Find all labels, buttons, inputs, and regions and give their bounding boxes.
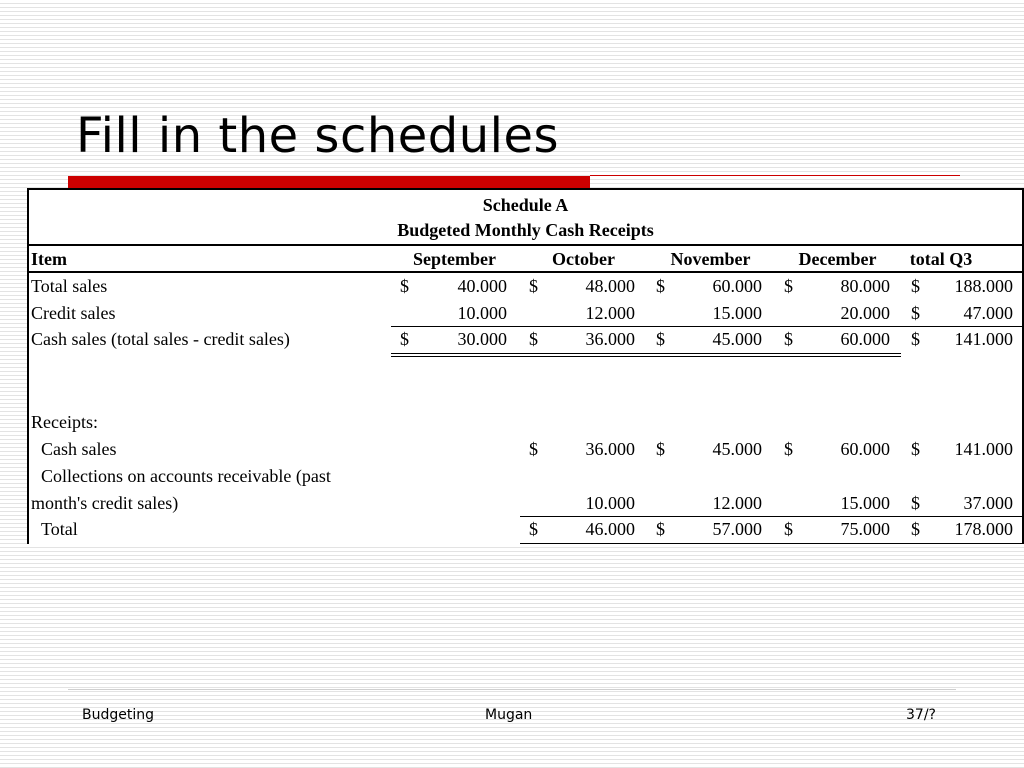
currency-symbol: $: [656, 276, 665, 296]
row-label-continued: month's credit sales): [31, 493, 179, 513]
currency-symbol: $: [529, 276, 538, 296]
cell-total-q3: 141.000: [954, 439, 1013, 459]
currency-symbol: $: [400, 276, 409, 296]
schedule-subtitle: Budgeted Monthly Cash Receipts: [397, 220, 654, 240]
schedule-table: [27, 188, 1024, 544]
cell-december: 60.000: [840, 439, 890, 459]
currency-symbol: $: [656, 439, 665, 459]
cell-september: 40.000: [457, 276, 507, 296]
cell-november: 12.000: [712, 493, 762, 513]
currency-symbol: $: [529, 519, 538, 539]
cell-september: 10.000: [457, 303, 507, 323]
cell-total-q3: 141.000: [954, 329, 1013, 349]
cell-december: 75.000: [840, 519, 890, 539]
cell-october: 46.000: [585, 519, 635, 539]
double-underline-bottom: [391, 356, 901, 357]
currency-symbol: $: [529, 329, 538, 349]
row-label: Cash sales: [41, 439, 117, 459]
currency-symbol: $: [784, 439, 793, 459]
col-header-item: Item: [31, 249, 67, 269]
cell-november: 15.000: [712, 303, 762, 323]
cell-total-q3: 178.000: [954, 519, 1013, 539]
col-header-november: November: [670, 249, 751, 269]
cell-november: 45.000: [712, 439, 762, 459]
currency-symbol: $: [911, 519, 920, 539]
currency-symbol: $: [911, 439, 920, 459]
cell-total-q3: 37.000: [963, 493, 1013, 513]
cell-october: 36.000: [585, 439, 635, 459]
footer-left: Budgeting: [82, 707, 155, 723]
page-number: 37/?: [906, 707, 936, 723]
cell-december: 15.000: [840, 493, 890, 513]
currency-symbol: $: [911, 303, 920, 323]
row-label: Credit sales: [31, 303, 116, 323]
title-accent-line: [590, 175, 960, 176]
cell-december: 80.000: [840, 276, 890, 296]
col-header-december: December: [798, 249, 877, 269]
col-header-september: September: [413, 249, 496, 269]
cell-october: 36.000: [585, 329, 635, 349]
currency-symbol: $: [911, 329, 920, 349]
row-label: Cash sales (total sales - credit sales): [31, 329, 290, 349]
cell-november: 45.000: [712, 329, 762, 349]
cell-total-q3: 47.000: [963, 303, 1013, 323]
cell-total-q3: 188.000: [954, 276, 1013, 296]
currency-symbol: $: [911, 493, 920, 513]
row-label: Collections on accounts receivable (past: [41, 466, 331, 486]
receipts-label: Receipts:: [31, 412, 98, 432]
col-header-total-q3: total Q3: [909, 249, 973, 269]
footer-rule: [68, 689, 956, 690]
currency-symbol: $: [656, 519, 665, 539]
row-label: Total: [41, 519, 78, 539]
double-underline-top: [391, 353, 901, 354]
currency-symbol: $: [784, 276, 793, 296]
cell-december: 60.000: [840, 329, 890, 349]
currency-symbol: $: [911, 276, 920, 296]
currency-symbol: $: [784, 519, 793, 539]
cell-october: 10.000: [585, 493, 635, 513]
cell-november: 57.000: [712, 519, 762, 539]
cell-december: 20.000: [840, 303, 890, 323]
currency-symbol: $: [784, 329, 793, 349]
title-accent-bar: [68, 176, 590, 188]
currency-symbol: $: [529, 439, 538, 459]
total-underline: [520, 543, 1022, 544]
row-label: Total sales: [31, 276, 108, 296]
cell-october: 48.000: [585, 276, 635, 296]
col-header-october: October: [552, 249, 615, 269]
footer-center: Mugan: [485, 707, 533, 723]
schedule-title: Schedule A: [482, 195, 569, 215]
cell-september: 30.000: [457, 329, 507, 349]
currency-symbol: $: [656, 329, 665, 349]
slide-title: Fill in the schedules: [76, 108, 560, 164]
cell-november: 60.000: [712, 276, 762, 296]
cell-october: 12.000: [585, 303, 635, 323]
currency-symbol: $: [400, 329, 409, 349]
